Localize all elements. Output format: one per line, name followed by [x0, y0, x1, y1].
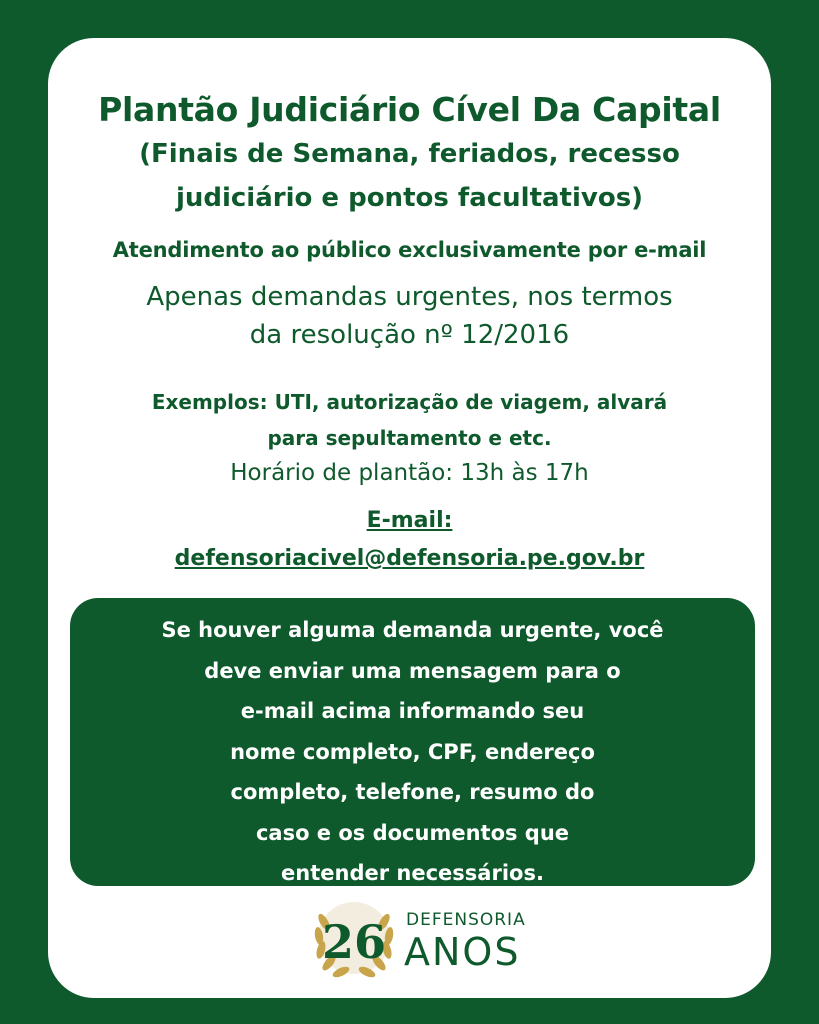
- examples-line: para sepultamento e etc.: [267, 426, 552, 450]
- schedule-text: Horário de plantão: 13h às 17h: [230, 460, 589, 486]
- notice-line: Se houver alguma demanda urgente, você: [161, 618, 664, 642]
- examples-line: Exemplos: UTI, autorização de viagem, alvará: [151, 390, 668, 414]
- page-subtitle: [48, 132, 771, 220]
- subtitle-line: (Finais de Semana, feriados, recesso: [139, 139, 680, 169]
- email-link[interactable]: defensoriacivel@defensoria.pe.gov.br: [174, 546, 645, 571]
- logo-text-anos: ANOS: [404, 930, 521, 974]
- subtitle-line: judiciário e pontos facultativos): [175, 183, 644, 213]
- service-mode-text: Atendimento ao público exclusivamente por e-mail: [112, 238, 707, 262]
- examples-text: [48, 384, 771, 456]
- info-card: [48, 38, 771, 998]
- notice-line: nome completo, CPF, endereço: [230, 739, 595, 764]
- logo-text-defensoria: DEFENSORIA: [406, 910, 526, 930]
- notice-line: caso e os documentos que: [255, 820, 570, 845]
- urgent-notice-box: [70, 598, 755, 886]
- notice-line: e-mail acima informando seu: [240, 699, 585, 723]
- laurel-wreath-icon: [306, 892, 402, 988]
- email-label: E-mail:: [366, 508, 453, 533]
- urgent-line: Apenas demandas urgentes, nos termos: [146, 282, 673, 312]
- notice-line: deve enviar uma mensagem para o: [204, 658, 621, 683]
- defensoria-26-anos-logo: [306, 892, 526, 988]
- urgent-line: da resolução nº 12/2016: [249, 320, 570, 350]
- urgent-demands-text: [48, 278, 771, 354]
- page-title: Plantão Judiciário Cível Da Capital: [98, 90, 721, 129]
- logo-number: 26: [321, 915, 387, 969]
- notice-line: completo, telefone, resumo do: [230, 780, 595, 804]
- notice-line: entender necessários.: [281, 861, 544, 885]
